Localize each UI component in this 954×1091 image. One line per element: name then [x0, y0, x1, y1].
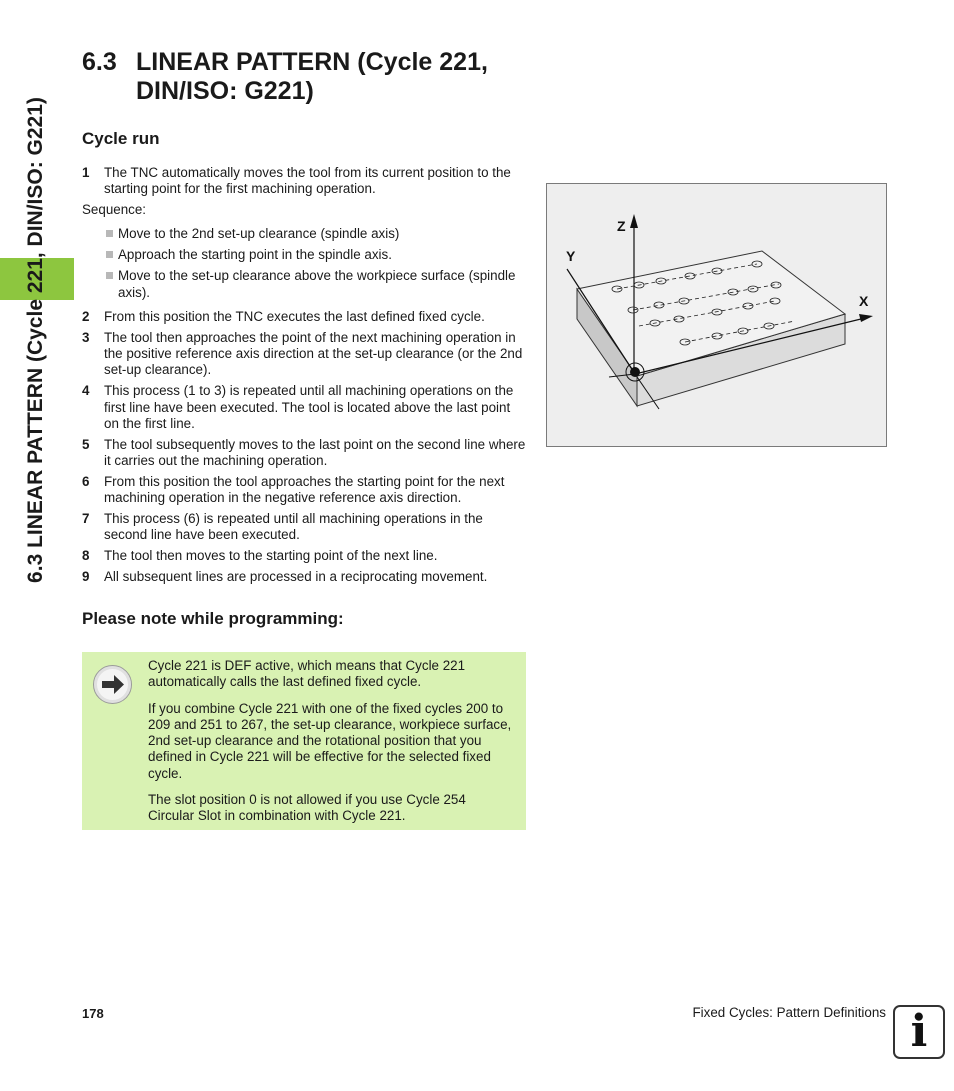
step-text: From this position the TNC executes the last defined fixed cycle. — [104, 308, 485, 324]
note-heading: Please note while programming: — [82, 609, 344, 628]
x-axis-label: X — [859, 293, 869, 309]
sequence-bullets — [82, 226, 527, 300]
arrow-right-icon — [93, 665, 132, 704]
step-item — [82, 569, 527, 585]
step-text: This process (1 to 3) is repeated until all machining operations on the first line have been executed. The tool is located above the last point on the first line. — [104, 383, 514, 431]
bullet-item — [106, 247, 527, 263]
note-text — [148, 658, 514, 835]
z-axis-label: Z — [617, 218, 626, 234]
bullet-item — [106, 268, 527, 301]
step-number: 7 — [82, 511, 90, 527]
step-item — [82, 474, 527, 507]
step-text: The tool then moves to the starting point of the next line. — [104, 548, 438, 564]
step-number: 3 — [82, 329, 90, 345]
bullet-square-icon — [106, 251, 113, 258]
note-paragraph: If you combine Cycle 221 with one of the fixed cycles 200 to 209 and 251 to 267, the set-up clearance, workpiece surface, 2nd set-up clearance and the rotational position that you defined in Cycle 221 will be effective for the selected fixed cycle. — [148, 700, 512, 781]
step-number: 2 — [82, 308, 90, 324]
bullet-square-icon — [106, 272, 113, 279]
side-running-title: 6.3 LINEAR PATTERN (Cycle 221, DIN/ISO: G221) — [24, 97, 47, 583]
step-number: 4 — [82, 383, 90, 399]
info-glyph: i — [910, 1006, 928, 1057]
step-number: 6 — [82, 473, 90, 489]
step-number: 1 — [82, 165, 90, 180]
bullet-item — [106, 226, 527, 242]
info-icon — [893, 1005, 945, 1059]
step-number: 8 — [82, 548, 90, 564]
step-item — [82, 330, 527, 379]
note-paragraph: The slot position 0 is not allowed if you use Cycle 254 Circular Slot in combination with Cycle 221. — [148, 792, 466, 824]
step-text: This process (6) is repeated until all machining operations in the second line have been executed. — [104, 511, 483, 543]
bullet-text: Approach the starting point in the spindle axis. — [118, 247, 392, 263]
bullet-square-icon — [106, 230, 113, 237]
cycle-run-steps — [82, 165, 527, 590]
step-number: 9 — [82, 569, 90, 585]
cycle-run-heading: Cycle run — [82, 129, 160, 148]
step-text: All subsequent lines are processed in a reciprocating movement. — [104, 569, 488, 585]
section-title-line2: DIN/ISO: G221) — [136, 77, 314, 105]
bullet-text: Move to the set-up clearance above the workpiece surface (spindle axis). — [118, 268, 516, 300]
step-text: The tool subsequently moves to the last point on the second line where it carries out the machining operation. — [104, 436, 526, 469]
step-item — [82, 437, 527, 470]
step-item — [82, 548, 527, 564]
footer-chapter-title: Fixed Cycles: Pattern Definitions — [692, 1005, 886, 1020]
step-text: From this position the tool approaches the starting point for the next machining operation in the negative reference axis direction. — [104, 473, 505, 506]
step-item — [82, 165, 527, 198]
page-number: 178 — [82, 1006, 104, 1021]
section-heading — [82, 48, 542, 106]
bullet-text: Move to the 2nd set-up clearance (spindle axis) — [118, 226, 400, 242]
step-number: 5 — [82, 436, 90, 452]
linear-pattern-figure — [546, 183, 887, 447]
step-item — [82, 511, 527, 544]
x-axis-arrow-icon — [859, 314, 873, 322]
sequence-label: Sequence: — [82, 202, 147, 218]
section-number: 6.3 — [82, 48, 117, 76]
z-axis-arrow-icon — [630, 214, 638, 228]
workpiece-diagram — [547, 184, 886, 446]
step-text: The TNC automatically moves the tool from its current position to the starting point for the first machining operation. — [104, 165, 511, 197]
step-text: The tool then approaches the point of the next machining operation in the positive reference axis direction at the set-up clearance (or the 2nd set-up clearance). — [104, 329, 523, 378]
step-item — [82, 383, 527, 432]
step-item — [82, 309, 527, 325]
note-box — [82, 652, 526, 830]
section-title-line1: LINEAR PATTERN (Cycle 221, — [136, 48, 488, 76]
y-axis-label: Y — [566, 248, 576, 264]
note-paragraph: Cycle 221 is DEF active, which means that Cycle 221 automatically calls the last defined fixed cycle. — [148, 658, 466, 690]
origin-dot-icon — [630, 367, 640, 377]
